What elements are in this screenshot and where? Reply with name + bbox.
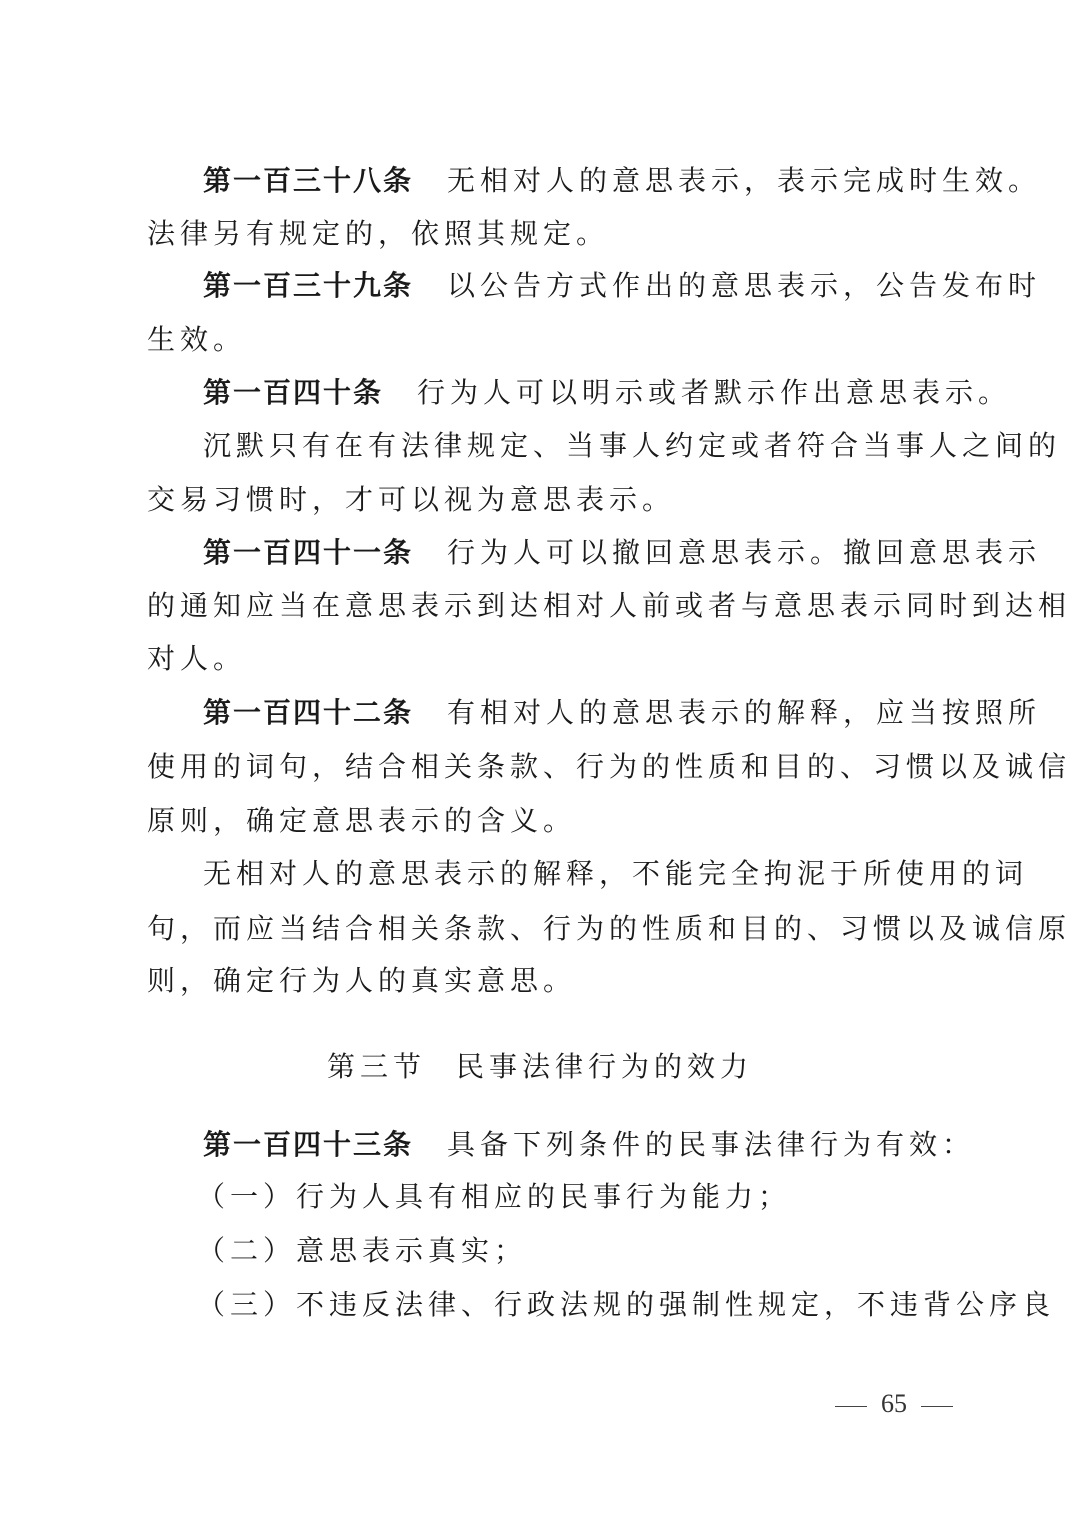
- article-140-text: 行为人可以明示或者默示作出意思表示。: [417, 376, 1012, 409]
- section-label: 第三节: [326, 1050, 426, 1083]
- article-142-heading: 第一百四十二条: [203, 696, 414, 729]
- article-140-line-1: [203, 372, 1012, 414]
- page-number-dash-right: [921, 1406, 953, 1407]
- article-142-text: 有相对人的意思表示的解释，应当按照所: [447, 696, 1042, 729]
- article-140-para-2-line-2: 交易习惯时，才可以视为意思表示。: [147, 483, 676, 516]
- article-139-line-2: 生效。: [147, 323, 247, 356]
- article-141-text: 行为人可以撤回意思表示。撤回意思表示: [447, 536, 1042, 569]
- article-141-line-1: [203, 532, 1042, 574]
- page-number: [835, 1386, 953, 1422]
- article-138-text: 无相对人的意思表示，表示完成时生效。: [447, 164, 1042, 197]
- article-141-heading: 第一百四十一条: [203, 536, 414, 569]
- article-143-item-2: （二）意思表示真实；: [197, 1234, 528, 1267]
- article-138-heading: 第一百三十八条: [203, 164, 414, 197]
- article-142-para-2-line-2: 句，而应当结合相关条款、行为的性质和目的、习惯以及诚信原: [147, 912, 1072, 945]
- article-139-text: 以公告方式作出的意思表示，公告发布时: [447, 269, 1042, 302]
- article-142-para-2-line-1: 无相对人的意思表示的解释，不能完全拘泥于所使用的词: [203, 857, 1029, 890]
- article-143-heading: 第一百四十三条: [203, 1128, 414, 1161]
- article-139-heading: 第一百三十九条: [203, 269, 414, 302]
- article-141-line-3: 对人。: [147, 642, 247, 675]
- section-heading: [0, 1046, 1080, 1088]
- article-139-line-1: [203, 265, 1042, 307]
- article-142-para-2-line-3: 则，确定行为人的真实意思。: [147, 964, 577, 997]
- article-142-line-3: 原则，确定意思表示的含义。: [147, 804, 577, 837]
- article-140-para-2-line-1: 沉默只有在有法律规定、当事人约定或者符合当事人之间的: [203, 429, 1062, 462]
- article-142-line-1: [203, 692, 1042, 734]
- article-138-line-1: [203, 160, 1042, 202]
- article-141-line-2: 的通知应当在意思表示到达相对人前或者与意思表示同时到达相: [147, 589, 1072, 622]
- page-number-value: 65: [881, 1389, 907, 1418]
- article-142-line-2: 使用的词句，结合相关条款、行为的性质和目的、习惯以及诚信: [147, 750, 1072, 783]
- article-138-line-2: 法律另有规定的，依照其规定。: [147, 217, 610, 250]
- article-143-text: 具备下列条件的民事法律行为有效：: [447, 1128, 976, 1161]
- page-number-dash-left: [835, 1406, 867, 1407]
- article-143-line-1: [203, 1124, 1003, 1166]
- article-140-heading: 第一百四十条: [203, 376, 384, 409]
- article-143-item-1: （一）行为人具有相应的民事行为能力；: [197, 1180, 792, 1213]
- section-title: 民事法律行为的效力: [456, 1050, 754, 1083]
- article-143-item-3: （三）不违反法律、行政法规的强制性规定，不违背公序良: [197, 1288, 1056, 1321]
